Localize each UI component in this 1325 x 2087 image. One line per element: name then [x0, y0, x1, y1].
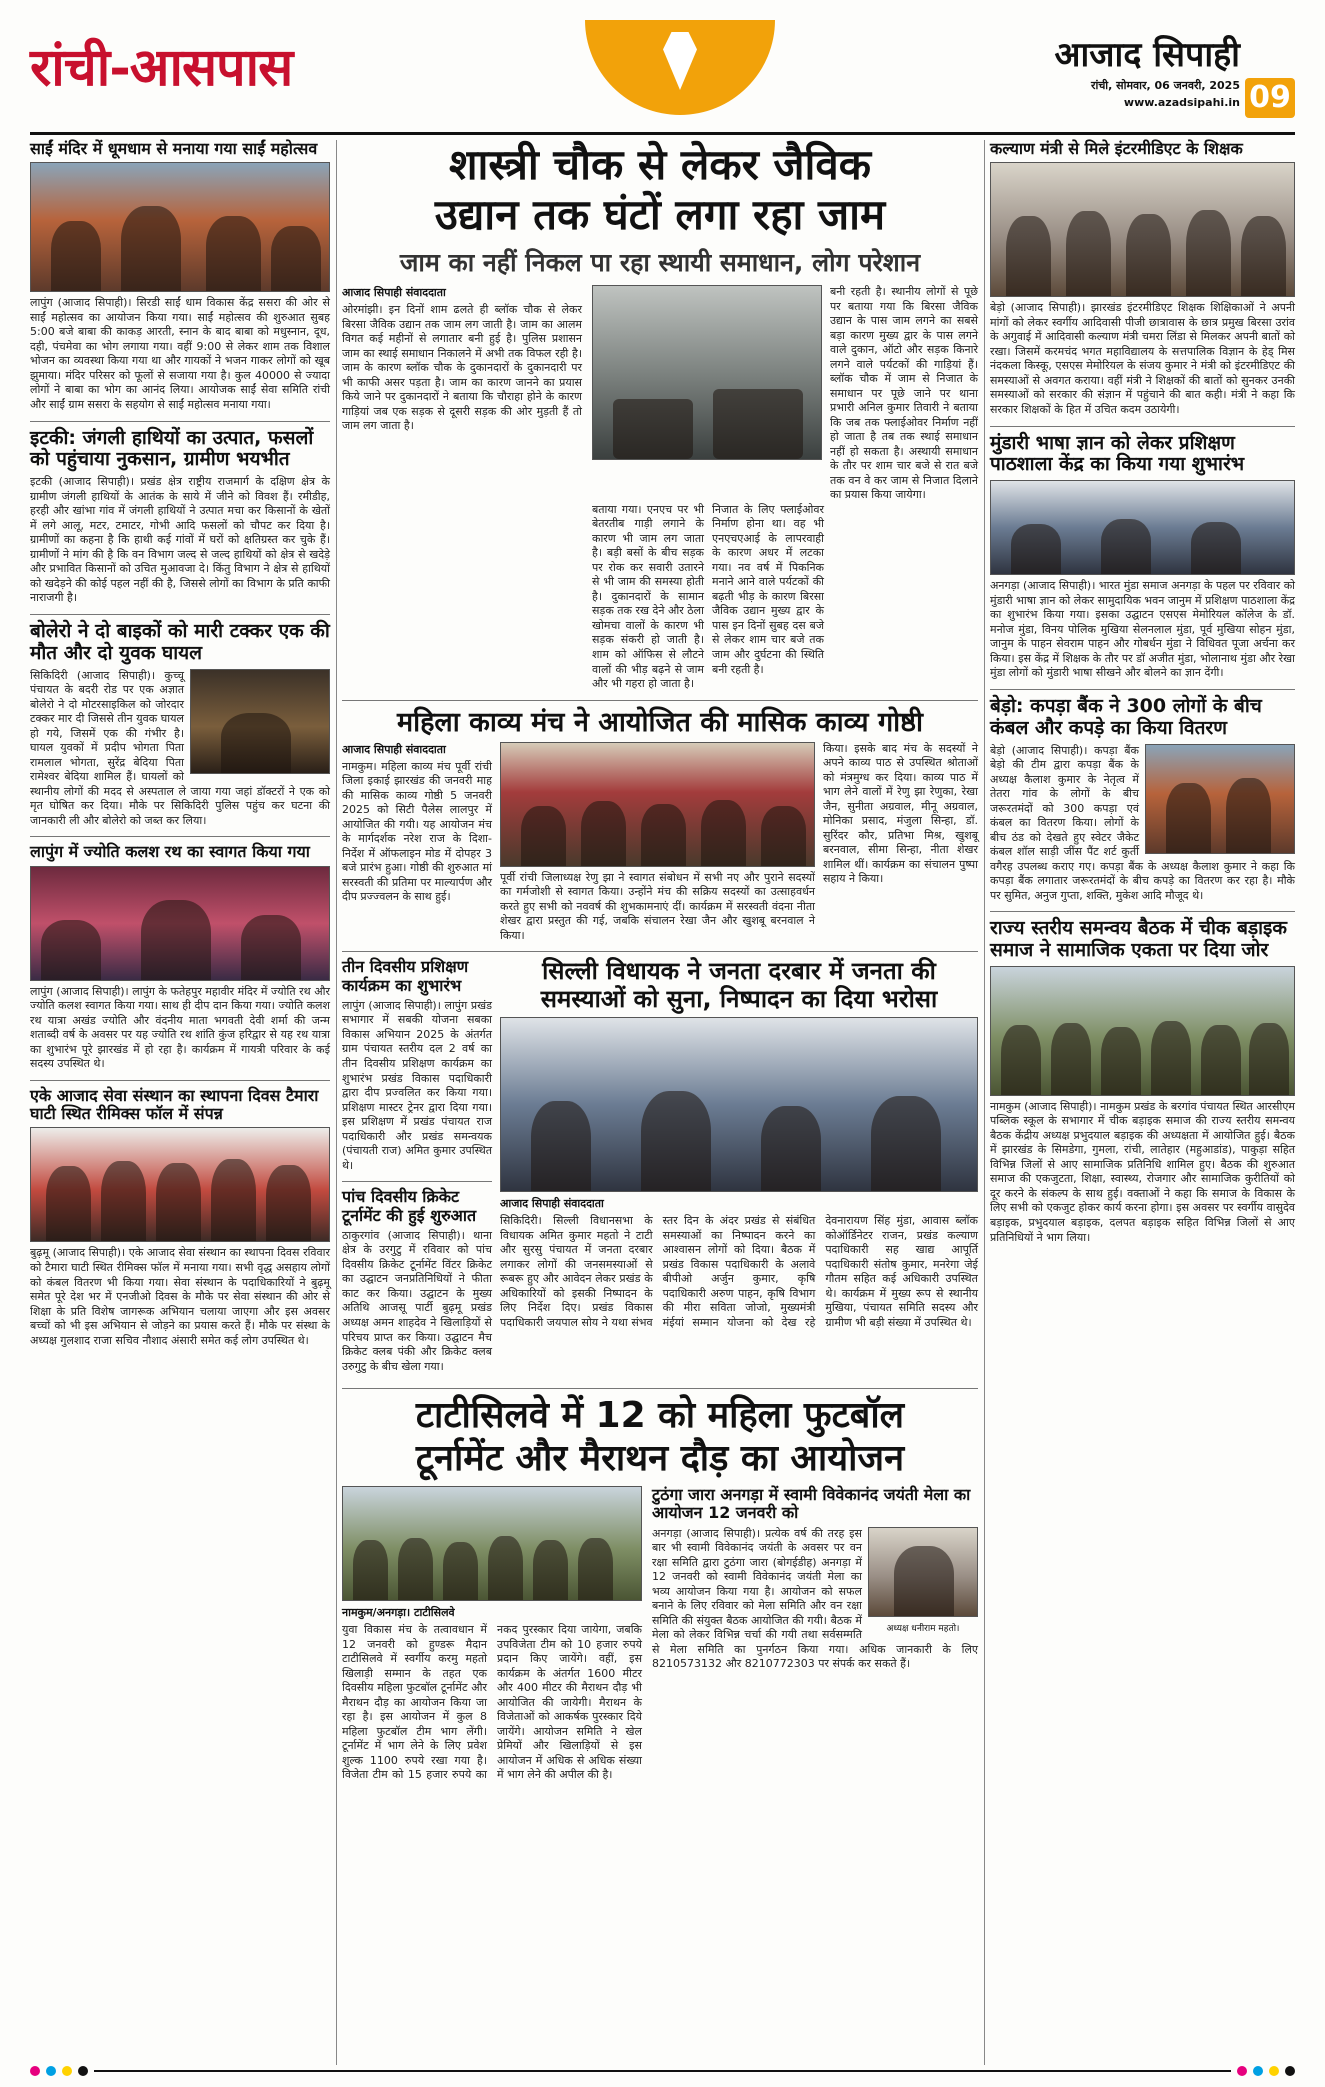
lead-story-traffic-jam: [342, 140, 978, 692]
photo-caption: अध्यक्ष धनीराम महतो।: [886, 1623, 960, 1634]
lead-headline-line-2: उद्यान तक घंटों लगा रहा जाम: [434, 189, 886, 239]
story-photo: [30, 1127, 330, 1242]
lead-deck: जाम का नहीं निकल पा रहा स्थायी समाधान, लोग परेशान: [399, 248, 921, 278]
story-body: ओरमांझी। इन दिनों शाम ढलते ही ब्लॉक चौक से लेकर बिरसा जैविक उद्यान तक जाम लग जाती है। जाम का आलम विगत कई महीनों से लगातार बनी हुई है। पुलिस प्रशासन जाम का स्थाई समाधान निकालने में अभी तक विफल रही है। जाम के कारण ब्लॉक चौक के दुकानदारों के दुकानदारी पर भी काफी असर पड़ता है। जाम का कारण जानने का प्रयास किये जाने पर दुकानदारों ने बताया कि चौराहा होने के कारण गाड़ियां जब एक सड़क से दूसरी सड़क की ओर मुड़ती हैं तो जाम लग जाता है।: [342, 303, 582, 433]
divider: [30, 614, 330, 615]
footer-color-bar: [30, 2065, 1295, 2077]
headline: मुंडारी भाषा ज्ञान को लेकर प्रशिक्षण पाठशाला केंद्र का किया गया शुभारंभ: [990, 431, 1245, 476]
portrait-photo: [868, 1527, 978, 1617]
story-body: बेड़ो (आजाद सिपाही)। कपड़ा बैंक बेड़ो की टीम द्वारा कपड़ा बैंक के अध्यक्ष कैलाश कुमार के नेतृत्व में तेतरा गांव के लोगों के बीच जरूरतमंदों को 300 कपड़ा एवं कंबल का वितरण किया। लोगों के बीच ठंड को देखते हुए स्वेटर जैकेट कंबल शॉल साड़ी जींस पैंट शर्ट कुर्ती वगैरह उपलब्ध कराए गए। कपड़ा बैंक के अध्यक्ष कैलाश कुमार ने कहा कि कपड़ा बैंक लगातार जरूरतमंदों के बीच कपड़े का वितरण कर रहा है। मौके पर सुमित, अनुज गुप्ता, शक्ति, मुकेश आदि मौजूद थे।: [990, 743, 1295, 902]
headline: बेड़ो: कपड़ा बैंक ने 300 लोगों के बीच कंबल और कपड़े का किया वितरण: [990, 694, 1262, 739]
story-body: बेड़ो (आजाद सिपाही)। झारखंड इंटरमीडिएट शिक्षक शिक्षिकाओं ने अपनी मांगों को लेकर स्वर्गीय आदिवासी पीजी छात्रावास के छात्र प्रमुख बिरसा उरांव के अगुवाई में आदिवासी कल्याण मंत्री चमरा लिंडा से मिलकर अपनी बातों को रखा। जिसमें करमचंद भगत महाविद्यालय के सत्तपालिक विज्ञान के हेड् मिस नंदकला किस्कू, एसएस मेमोरियल के संजय कुमार ने मंत्री को इंटरमीडिएट की समस्याओं से अवगत कराया। वहीं मंत्री ने शिक्षकों की बातों को सुनकर उनकी समस्याओं को सरकार की संज्ञान में पहुंचाने की बात कही। मंत्री ने कहा कि सरकार शिक्षकों के हित में उचित कदम उठायेगी।: [990, 301, 1295, 416]
story-body: अनगड़ा (आजाद सिपाही)। प्रत्येक वर्ष की तरह इस बार भी स्वामी विवेकानंद जयंती के अवसर पर वन रक्षा समिति द्वारा टुठंगा जारा (बोगईडीह) अनगड़ा में 12 जनवरी को स्वामी विवेकानंद जयंती मेला का भव्य आयोजन किया गया है। आयोजन को सफल बनाने के लिए रविवार को मेला समिति और वन रक्षा समिति की संयुक्त बैठक आयोजित की गयी। बैठक में मेला को लेकर विभिन्न चर्चा की गयी तथा सर्वसम्मति से मेला समिति का पुनर्गठन किया गया। अधिक जानकारी के लिए 8210573132 और 8210772303 पर संपर्क कर सकते हैं।: [652, 1526, 978, 1671]
divider: [990, 689, 1295, 690]
column-divider: [336, 140, 337, 2065]
left-column: [30, 140, 330, 1356]
column-divider: [984, 140, 985, 2065]
story-photo: [190, 669, 330, 774]
story-vivekanand-mela: [652, 1486, 978, 1775]
story-body: निजात के लिए फ्लाईओवर निर्माण होना था। वह भी एनएचएआई के लापरवाही के कारण अधर में लटका गया। नव वर्ष में पिकनिक मनाने आने वाले पर्यटकों की बढ़ती भीड़ के कारण बिरसा जैविक उद्यान मुख्य द्वार के पास इन दिनों सुबह दस बजे से लेकर शाम चार बजे तक जाम और दुर्घटना की स्थिति बनी रहती है।: [712, 502, 824, 676]
divider: [342, 1388, 978, 1389]
headline: लापुंग में ज्योति कलश रथ का स्वागत किया गया: [30, 842, 310, 862]
registration-dot: [62, 2066, 72, 2076]
story-photo: [990, 162, 1295, 297]
story-ak-azad-seva: [30, 1087, 330, 1348]
footer-rule: [94, 2070, 1231, 2072]
story-elephants: [30, 428, 330, 606]
story-photo: [30, 162, 330, 292]
registration-dot: [78, 2066, 88, 2076]
headline: इटकी: जंगली हाथियों का उत्पात, फसलों को पहुंचाया नुकसान, ग्रामीण भयभीत: [30, 426, 314, 471]
headline: पांच दिवसीय क्रिकेट टूर्नामेंट की हुई शुरुआत: [342, 1187, 477, 1225]
story-sai-mahotsav: [30, 140, 330, 413]
right-column: [990, 140, 1295, 1253]
story-kapda-bank: [990, 696, 1295, 903]
lead-headline-line-1: शास्त्री चौक से लेकर जैविक: [448, 140, 872, 189]
registration-dot: [1285, 2066, 1295, 2076]
story-body: बताया गया। एनएच पर भी बेतरतीब गाड़ी लगाने के कारण भी जाम लग जाता है। बड़ी बसों के बीच सड़क पर रोक कर सवारी उतारने से भी जाम की समस्या होती है। दुकानदारों के सामान सड़क तक रख देने और ठेला खोमचा वालों के कारण भी सड़क संकरी हो जाती है। शाम को ऑफिस से लौटने वालों की भीड़ बढ़ने से जाम और भी गहरा हो जाता है।: [592, 502, 704, 691]
newspaper-name: आजाद सिपाही: [1054, 35, 1240, 75]
registration-dot: [1269, 2066, 1279, 2076]
byline: आजाद सिपाही संवाददाता: [342, 742, 446, 756]
story-cricket: [342, 1188, 492, 1374]
story-photo: [500, 1017, 978, 1192]
byline: आजाद सिपाही संवाददाता: [342, 286, 446, 300]
masthead-rule: [30, 132, 1295, 135]
story-silli-janta-darbar: [500, 958, 978, 1374]
story-body: लापुंग (आजाद सिपाही)। लापुंग के फतेहपुर महावीर मंदिर में ज्योति रथ और ज्योति कलश स्वागत किया गया। साथ ही दीप दान किया गया। ज्योति कलश रथ यात्रा अखंड ज्योति और वंदनीय माता भगवती देवी शर्मा की जन्म शताब्दी वर्ष के अवसर पर यह ज्योति रथ शांति कुंज हरिद्वार से यह रथ यात्रा का शुभारंभ पूरे झारखंड में हो रहा है। कार्यक्रम में गायत्री परिवार के कई सदस्य उपस्थित थे।: [30, 984, 330, 1071]
story-body: पूर्वी रांची जिलाध्यक्ष रेणु झा ने स्वागत संबोधन में सभी नए और पुराने सदस्यों का गर्मजोशी से स्वागत किया। उन्होंने मंच की सक्रिय सदस्यों का उत्साहवर्धन करते हुए सभी को नववर्ष की शुभकामनाएं दीं। कार्यक्रम में सरस्वती वंदना नीता शेखर द्वारा प्रस्तुत की गई, जबकि संचालन रेखा जैन और खुशबू बरनवाल ने किया।: [500, 870, 815, 942]
headline: सिल्ली विधायक ने जनता दरबार में जनता की समस्याओं को सुना, निष्पादन का दिया भरोसा: [540, 957, 938, 1013]
story-body: अनगड़ा (आजाद सिपाही)। भारत मुंडा समाज अनगड़ा के पहल पर रविवार को मुंडारी भाषा ज्ञान को लेकर सामुदायिक भवन जानुम में प्रशिक्षण पाठशाला केंद्र का शुभारंभ किया गया। इसका उद्घाटन एसएस मेमोरियल कॉलेज के डॉ. मनोज मुंडा, विनय पोलिक मुखिया सेलनलाल मुंडा, पूर्व मुखिया सोहन मुंडा, जानुम के पाहन सेवराम पाहन और गोबर्धन मुंडा ने विधिवत पूजा अर्चना कर किया। इस केंद्र में शिक्षक के तौर पर डॉ अजीत मुंडा, भोलानाथ मुंडा और रेखा मुंडा लोगों को मुंडारी भाषा सीखने और बोलने का ज्ञान देंगी।: [990, 579, 1295, 680]
divider: [990, 911, 1295, 912]
story-photo: [30, 866, 330, 981]
headline: महिला काव्य मंच ने आयोजित की मासिक काव्य गोष्ठी: [396, 706, 924, 738]
section-title: रांची-आसपास: [30, 37, 293, 98]
story-body: नामकुम (आजाद सिपाही)। नामकुम प्रखंड के बरगांव पंचायत स्थित आरसीएम पब्लिक स्कूल के सभागार में चीक बड़ाइक समाज की राज्य स्तरीय समन्वय बैठक केंद्रीय अध्यक्ष प्रभुदयाल बड़ाइक की अध्यक्षता में आयोजित हुई। बैठक में झारखंड के सिमडेगा, गुमला, रांची, लातेहार (महुआडांड), पाकुड़ा सहित विभिन्न जिलों से आए सामाजिक प्रतिनिधि शामिल हुए। बैठक की शुरुआत समाज की एकजुटता, शिक्षा, स्वास्थ्य, रोजगार और सामाजिक कुरीतियों को दूर करने के संकल्प के साथ हुई। वक्ताओं ने कहा कि समाज के विकास के लिए सभी को एकजुट होकर कार्य करना होगा। इस अवसर पर स्वर्गीय वासुदेव बड़ाइक, प्रभुदयाल बड़ाइक, दलपत बड़ाइक सहित विभिन्न जिलों से आए प्रतिनिधियों ने भाग लिया।: [990, 1099, 1295, 1244]
divider: [342, 700, 978, 701]
middle-column: [342, 140, 978, 1791]
story-photo: [990, 966, 1295, 1096]
story-body: नामकुम। महिला काव्य मंच पूर्वी रांची जिला इकाई झारखंड की जनवरी माह की मासिक काव्य गोष्ठी 5 जनवरी 2025 को सिटी पैलेस लालपुर में आयोजित की गयी। यह आयोजन मंच के मार्गदर्शक नरेश राज के दिशा-निर्देश में ऑफलाइन मोड में दोपहर 3 बजे प्रारंभ हुआ। गोष्ठी की शुरुआत मां सरस्वती की प्रतिमा पर माल्यार्पण और दीप प्रज्ज्वलन के साथ हुई।: [342, 759, 492, 904]
website-url[interactable]: www.azadsipahi.in: [1123, 96, 1240, 109]
story-kavya-gosthi: [342, 707, 978, 944]
story-body: सिकिदिरी। सिल्ली विधानसभा के विधायक अमित कुमार महतो ने टाटी और सुरसु पंचायत में जनता दरबार लगाकर लोगों की जनसमस्याओं से रूबरू हुए और आवेदन लेकर प्रखंड के अधिकारियों को इसकी निष्पादन के लिए निर्देश दिए। प्रखंड विकास पदाधिकारी जयपाल सोय ने यथा संभव स्तर दिन के अंदर प्रखंड से संबंधित समस्याओं का निष्पादन करने का आश्वासन लोगों को दिया। बैठक में प्रखंड विकास पदाधिकारी के अलावे बीपीओ अर्जुन कुमार, कृषि पदाधिकारी अरुण पाहन, कृषि विभाग की मीरा सविता जोजो, मुख्यमंत्री मंईयां सम्मान योजना को देख रहे देवनारायण सिंह मुंडा, आवास ब्लॉक कोऑर्डिनेटर राजन, प्रखंड कल्याण पदाधिकारी सह खाद्य आपूर्ति पदाधिकारी संतोष कुमार, मनरेगा जेई गौतम सहित कई अधिकारी उपस्थित थे। कार्यक्रम में मुख्य रूप से स्थानीय मुखिया, पंचायत समिति सदस्य और ग्रामीण भी बड़ी संख्या में उपस्थित थे।: [500, 1214, 978, 1329]
headline: टुठंगा जारा अनगड़ा में स्वामी विवेकानंद जयंती मेला का आयोजन 12 जनवरी को: [652, 1485, 971, 1523]
story-jyoti-kalash: [30, 843, 330, 1071]
story-training: [342, 958, 492, 1173]
story-tatisilwe-football: [342, 1395, 978, 1783]
headline: राज्य स्तरीय समन्वय बैठक में चीक बड़ाइक समाज ने सामाजिक एकता पर दिया जोर: [990, 917, 1287, 962]
divider: [342, 1181, 492, 1182]
story-body: लापुंग (आजाद सिपाही)। लापुंग प्रखंड सभागार में सबकी योजना सबका विकास अभियान 2025 के अंतर्गत ग्राम पंचायत स्तरीय दल 2 वर्ष का तीन दिवसीय प्रशिक्षण कार्यक्रम का शुभारंभ प्रखंड विकास पदाधिकारी द्वारा दीप प्रज्वलित कर किया गया। प्रशिक्षण मास्टर ट्रेनर द्वारा दिया गया। इस प्रशिक्षण में प्रखंड पंचायत राज पदाधिकारी और प्रखंड समन्वयक (पंचायती राज) अमित कुमार उपस्थित थे।: [342, 998, 492, 1172]
story-chik-baraik-samaj: [990, 918, 1295, 1245]
headline: बोलेरो ने दो बाइकों को मारी टक्कर एक की मौत और दो युवक घायल: [30, 619, 330, 664]
divider: [30, 421, 330, 422]
headline-line-1: टाटीसिलवे में 12 को महिला फुटबॉल: [415, 1395, 905, 1437]
middle-band: [342, 958, 978, 1382]
registration-dot: [30, 2066, 40, 2076]
divider: [30, 1080, 330, 1081]
divider: [30, 836, 330, 837]
story-body: किया। इसके बाद मंच के सदस्यों ने अपने काव्य पाठ से उपस्थित श्रोताओं को मंत्रमुग्ध कर दिया। काव्य पाठ में भाग लेने वालों में रेणु झा रेणुका, रेखा जैन, सुनीता अग्रवाल, मीनू अग्रवाल, मोनिका प्रसाद, मंजुला सिन्हा, डॉ. सुरिंदर कौर, प्रतिभा मिश्र, खुशबू बरनवाल, सीमा सिन्हा, नीता शेखर शामिल थीं। कार्यक्रम का संचालन पुष्पा सहाय ने किया।: [823, 741, 978, 886]
page-number: 09: [1245, 78, 1295, 118]
story-body: ठाकुरगांव (आजाद सिपाही)। थाना क्षेत्र के उरगुटु में रविवार को पांच दिवसीय क्रिकेट टूर्नामेंट विंटर क्रिकेट का उद्घाटन जनप्रतिनिधियों ने फीता काट कर किया। उद्घाटन के मुख्य अतिथि आजसू पार्टी बुढ़मू प्रखंड अध्यक्ष अमन शाहदेव ने खिलाड़ियों से परिचय प्राप्त कर किया। उद्घाटन मैच क्रिकेट क्लब पंकी और क्रिकेट क्लब उरुगुटु के बीच खेला गया।: [342, 1228, 492, 1373]
story-kalyan-mantri: [990, 140, 1295, 418]
pen-nib-icon: [663, 32, 697, 90]
story-body: लापुंग (आजाद सिपाही)। सिरडी साईं धाम विकास केंद्र ससरा की ओर से साईं महोत्सव का आयोजन किया गया। साईं महोत्सव की शुरुआत सुबह 5:00 बजे बाबा की काकड़ आरती, स्नान के बाद बाबा को मधुस्नान, दूध, दही, पंचमेवा का भोग लगाया गया। वहीं 9:00 से लेकर शाम तक विशाल भोजन का व्यवस्था किया गया था और गायकों ने भजन गाकर लोगों को खूब झुमाया। मंदिर परिसर को फूलों से सजाया गया है। कुल 40000 से ज्यादा लोगों ने बाबा का भोग का आनंद लिया। आयोजक साईं सेवा समिति रांची और साईं ग्राम ससरा के सहयोग से साईं महोत्सव मनाया गया।: [30, 296, 330, 411]
divider: [990, 426, 1295, 427]
story-photo: [592, 285, 822, 460]
story-body: बुढ़मू (आजाद सिपाही)। एके आजाद सेवा संस्थान का स्थापना दिवस रविवार को टैमारा घाटी स्थित रीमिक्स फॉल में मनाया गया। सभी वृद्ध असहाय लोगों को कंबल वितरण भी किया गया। सेवा संस्थान के पदाधिकारियों ने बुढ़मू समेत पूरे देश भर में एनजीओ दिवस के मौके पर सेवा संस्थान की ओर से शिक्षा के प्रति विशेष जागरूक अभियान चलाया जाएगा और इस अवसर बच्चों को भी इस अभियान से जोड़ने का प्रयास करते हैं। मौके पर संस्था के अध्यक्ष गुलशाद राजा सचिव नौशाद अंसारी समेत कई लोग उपस्थित थे।: [30, 1246, 330, 1347]
story-photo: [1145, 744, 1295, 854]
story-photo: [500, 742, 815, 867]
divider: [342, 951, 978, 952]
story-bolero-accident: [30, 621, 330, 828]
story-body: सिकिदिरी (आजाद सिपाही)। कुच्चू पंचायत के बदरी रोड पर एक अज्ञात बोलेरो ने दो मोटरसाइकिल को जोरदार टक्कर मार दी जिससे तीन युवक घायल हो गये, जिसमें एक की गंभीर है। घायल युवकों में प्रदीप भोगता पिता रामलाल भोगता, सुरेंद्र बेदिया पिता रामेश्वर बेदिया शामिल हैं। घायलों को स्थानीय लोगों की मदद से अस्पताल ले जाया गया जहां डॉक्टरों ने एक को मृत घोषित कर दिया। मौके पर सिकिदिरी पुलिस पहुंच कर घटना की जानकारी ली और बोलेरो को जब्त कर लिया।: [30, 668, 330, 827]
headline: एके आजाद सेवा संस्थान का स्थापना दिवस टैमारा घाटी स्थित रीमिक्स फॉल में संपन्न: [30, 1085, 319, 1124]
story-body: युवा विकास मंच के तत्वावधान में 12 जनवरी को हुण्डरू मैदान टाटीसिलवे में स्वर्गीय करमु महतो खिलाड़ी सम्मान के तहत एक दिवसीय महिला फुटबॉल टूर्नामेंट और मैराथन दौड़ का आयोजन किया जा रहा है। इस आयोजन में कुल 8 महिला फुटबॉल टीम भाग लेंगी। टूर्नामेंट में भाग लेने के लिए प्रवेश शुल्क 1100 रुपये रखा गया है। विजेता टीम को 15 हजार रुपये का नकद पुरस्कार दिया जायेगा, जबकि उपविजेता टीम को 10 हजार रुपये प्रदान किए जायेंगे। वहीं, इस कार्यक्रम के अंतर्गत 1600 मीटर और 400 मीटर की मैराथन दौड़ भी आयोजित की जायेगी। मैराथन के विजेताओं को आकर्षक पुरस्कार दिये जायेंगे। आयोजन समिति ने खेल प्रेमियों और खिलाड़ियों से इस आयोजन में अधिक से अधिक संख्या में भाग लेने की अपील की है।: [342, 1623, 642, 1782]
registration-dot: [46, 2066, 56, 2076]
story-body: बनी रहती है। स्थानीय लोगों से पूछे पर बताया गया कि बिरसा जैविक उद्यान के पास जाम लगने का सबसे बड़ा कारण मुख्य द्वार के पास लगने वाले दुकान, ऑटो और सड़क किनारे लगने वाले पर्यटकों की गाड़ियां हैं। ब्लॉक चौक में जाम से निजात के समाधान पर पूछे जाने पर थाना प्रभारी अनिल कुमार तिवारी ने बताया कि जब तक फ्लाईओवर निर्माण नहीं हो जाता है तब तक स्थाई समाधान नहीं हो सकता है। अस्थायी समाधान के तौर पर शाम चार बजे से रात बजे तक वन वे कर जाम से निजात दिलाने का प्रयास किया जायेगा।: [830, 285, 978, 502]
byline: आजाद सिपाही संवाददाता: [500, 1197, 604, 1211]
headline: साईं मंदिर में धूमधाम से मनाया गया साईं महोत्सव: [30, 139, 318, 158]
registration-dot: [1253, 2066, 1263, 2076]
logo-emblem: [585, 20, 775, 115]
story-photo: [990, 480, 1295, 575]
registration-dot: [1237, 2066, 1247, 2076]
story-photo: [342, 1486, 642, 1601]
masthead: [30, 20, 1295, 135]
headline: तीन दिवसीय प्रशिक्षण कार्यक्रम का शुभारंभ: [342, 957, 469, 995]
story-body: इटकी (आजाद सिपाही)। प्रखंड क्षेत्र राष्ट्रीय राजमार्ग के दक्षिण क्षेत्र के ग्रामीण जंगली हाथियों के आतंक के साये में जीने को विवश हैं। रमीडीह, हरही और खांभा गांव में जंगली हाथियों ने उत्पात मचा कर किसानों के खेतों में लगे आलू, मटर, टमाटर, गोभी आदि फसलों को चौपट कर दिया है। ग्रामीणों का कहना है कि हाथी कई गांवों में घरों को क्षतिग्रस्त कर चुके हैं। ग्रामीणों ने मांग की है कि वन विभाग जल्द से जल्द हाथियों को क्षेत्र से खदेड़े और प्रभावित किसानों को उचित मुआवजा दे। किंतु विभाग ने क्षेत्र से हाथियों को खदेड़ने की कोई पहल नहीं की है, जिससे लोगों का विभाग के प्रति काफी नाराजगी है।: [30, 475, 330, 605]
headline-line-2: टूर्नामेंट और मैराथन दौड़ का आयोजन: [415, 1437, 905, 1479]
headline: कल्याण मंत्री से मिले इंटरमीडिएट के शिक्षक: [990, 139, 1243, 158]
byline: नामकुम/अनगड़ा। टाटीसिलवे: [342, 1606, 455, 1619]
edition-date: रांची, सोमवार, 06 जनवरी, 2025: [1090, 79, 1240, 92]
story-mundari-bhasha: [990, 433, 1295, 681]
